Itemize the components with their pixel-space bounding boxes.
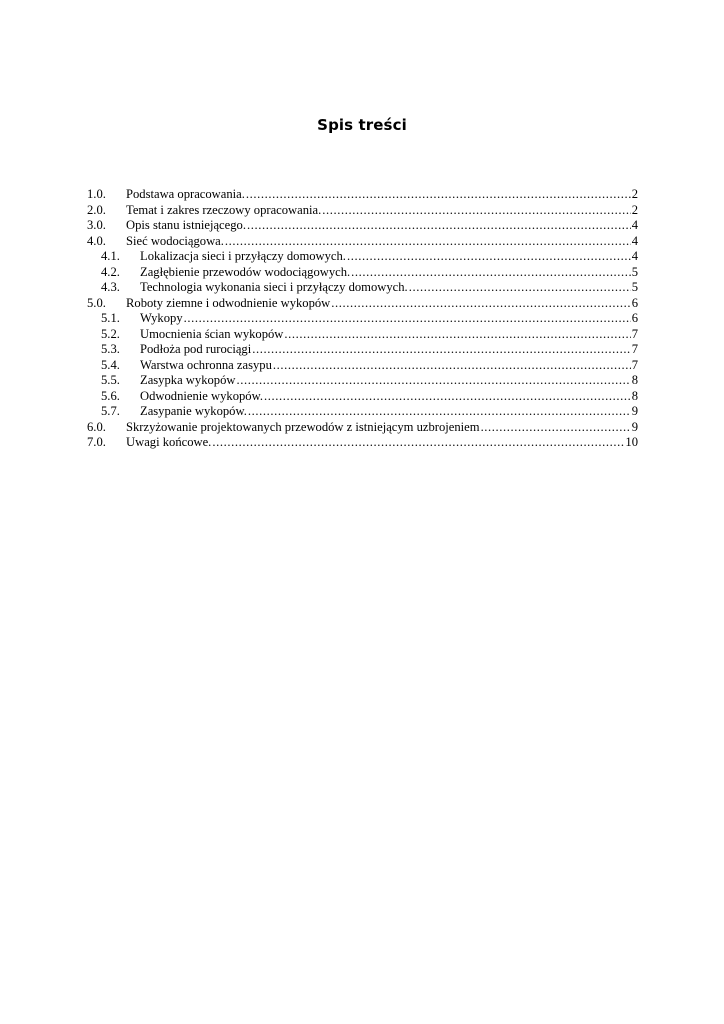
- toc-entry[interactable]: [87, 187, 638, 203]
- toc-entry-page: 2: [631, 187, 638, 201]
- toc-entry[interactable]: [87, 435, 638, 451]
- toc-entry-page: 6: [631, 311, 638, 325]
- toc-leader-dots: [322, 203, 630, 219]
- toc-entry[interactable]: [87, 218, 638, 234]
- toc-entry-label: Podstawa opracowania.: [126, 187, 245, 201]
- toc-entry-label: Opis stanu istniejącego.: [126, 218, 246, 232]
- toc-subentry[interactable]: [87, 311, 638, 327]
- page-title: Spis treści: [317, 116, 407, 134]
- toc-subentry[interactable]: [87, 358, 638, 374]
- toc-entry-page: 4: [631, 233, 638, 248]
- toc-entry-page: 4: [631, 249, 638, 263]
- toc-leader-dots: [409, 280, 631, 296]
- toc-leader-dots: [225, 234, 631, 250]
- toc-entry[interactable]: [87, 234, 638, 250]
- toc-entry-number: 5.3.: [101, 342, 120, 356]
- toc-leader-dots: [248, 404, 631, 420]
- toc-entry-number: 5.5.: [101, 373, 120, 387]
- toc-subentry[interactable]: [87, 249, 638, 265]
- toc-entry-page: 6: [631, 295, 638, 310]
- toc-leader-dots: [284, 327, 630, 343]
- toc-entry-label: Temat i zakres rzeczowy opracowania.: [126, 202, 322, 217]
- toc-entry-label: Zagłębienie przewodów wodociągowych.: [140, 264, 351, 279]
- toc-entry-page: 7: [631, 357, 638, 372]
- toc-leader-dots: [246, 187, 631, 203]
- toc-entry-number: 2.0.: [87, 202, 106, 217]
- toc-entry[interactable]: [87, 203, 638, 219]
- toc-leader-dots: [481, 420, 631, 436]
- toc-entry-number: 5.7.: [101, 404, 120, 418]
- toc-subentry[interactable]: [87, 373, 638, 389]
- toc-subentry[interactable]: [87, 389, 638, 405]
- toc-entry-number: 4.0.: [87, 233, 106, 248]
- toc-entry-label: Umocnienia ścian wykopów: [140, 326, 284, 341]
- toc-leader-dots: [252, 342, 630, 358]
- toc-leader-dots: [247, 218, 631, 234]
- toc-entry-page: 5: [631, 264, 638, 279]
- toc-entry-number: 4.3.: [101, 280, 120, 294]
- toc-entry-label: Podłoża pod rurociągi: [140, 342, 252, 356]
- toc-entry[interactable]: [87, 420, 638, 436]
- toc-leader-dots: [273, 358, 631, 374]
- toc-entry-page: 2: [631, 202, 638, 217]
- toc-entry-label: Zasypka wykopów: [140, 373, 236, 387]
- toc-entry-page: 5: [631, 280, 638, 294]
- toc-subentry[interactable]: [87, 342, 638, 358]
- toc-entry-number: 3.0.: [87, 218, 106, 232]
- toc-entry-number: 4.1.: [101, 249, 120, 263]
- toc-entry-page: 9: [631, 404, 638, 418]
- toc-entry[interactable]: [87, 296, 638, 312]
- toc-entry-number: 5.1.: [101, 311, 120, 325]
- toc-entry-label: Odwodnienie wykopów.: [140, 388, 264, 403]
- toc-leader-dots: [212, 435, 624, 451]
- toc-entry-page: 7: [631, 326, 638, 341]
- toc-entry-label: Wykopy: [140, 311, 183, 325]
- toc-entry-page: 7: [631, 342, 638, 356]
- toc-entry-page: 10: [625, 435, 638, 449]
- toc-entry-page: 4: [631, 218, 638, 232]
- toc-leader-dots: [237, 373, 631, 389]
- table-of-contents: [87, 187, 638, 451]
- toc-entry-number: 5.0.: [87, 295, 106, 310]
- toc-subentry[interactable]: [87, 265, 638, 281]
- toc-entry-page: 9: [631, 419, 638, 434]
- toc-entry-label: Uwagi końcowe.: [126, 435, 212, 449]
- toc-entry-label: Warstwa ochronna zasypu: [140, 357, 272, 372]
- toc-entry-number: 5.2.: [101, 326, 120, 341]
- toc-entry-page: 8: [631, 373, 638, 387]
- toc-subentry[interactable]: [87, 404, 638, 420]
- toc-entry-number: 1.0.: [87, 187, 106, 201]
- toc-entry-number: 6.0.: [87, 419, 106, 434]
- toc-entry-page: 8: [631, 388, 638, 403]
- toc-leader-dots: [264, 389, 631, 405]
- toc-entry-label: Roboty ziemne i odwodnienie wykopów: [126, 295, 331, 310]
- toc-entry-label: Zasypanie wykopów.: [140, 404, 247, 418]
- toc-leader-dots: [347, 249, 631, 265]
- toc-entry-number: 5.6.: [101, 388, 120, 403]
- toc-entry-label: Technologia wykonania sieci i przyłączy domowych.: [140, 280, 408, 294]
- toc-subentry[interactable]: [87, 327, 638, 343]
- toc-entry-number: 4.2.: [101, 264, 120, 279]
- toc-leader-dots: [351, 265, 631, 281]
- toc-leader-dots: [184, 311, 631, 327]
- toc-entry-label: Lokalizacja sieci i przyłączy domowych.: [140, 249, 346, 263]
- toc-leader-dots: [331, 296, 630, 312]
- toc-entry-number: 7.0.: [87, 435, 106, 449]
- toc-entry-label: Skrzyżowanie projektowanych przewodów z istniejącym uzbrojeniem: [126, 419, 480, 434]
- toc-entry-number: 5.4.: [101, 357, 120, 372]
- toc-subentry[interactable]: [87, 280, 638, 296]
- toc-entry-label: Sieć wodociągowa.: [126, 233, 224, 248]
